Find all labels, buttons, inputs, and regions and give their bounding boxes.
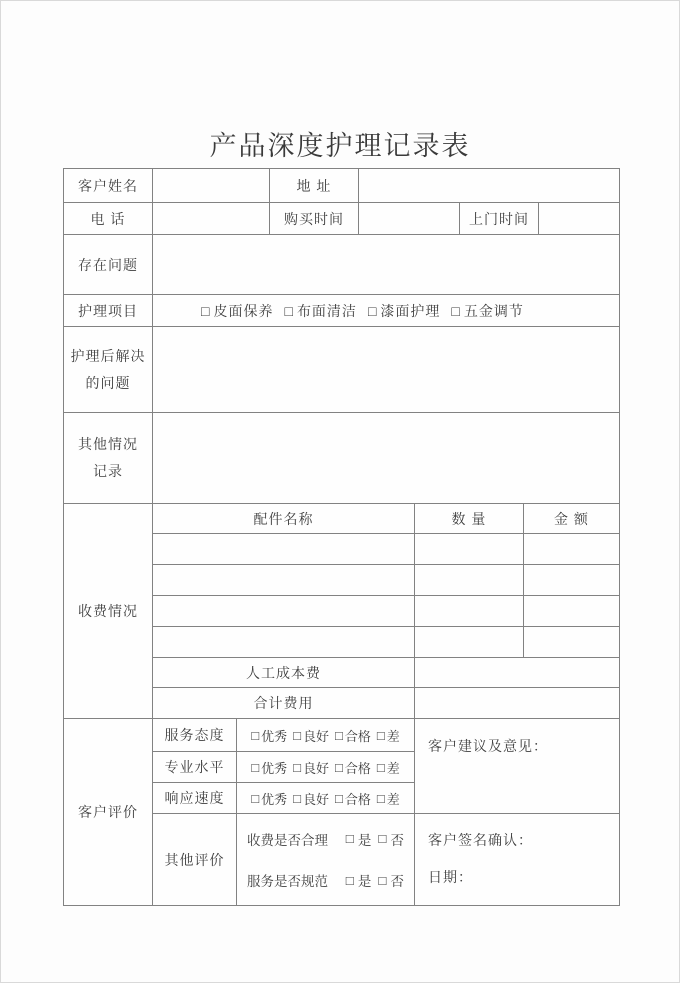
care-option-label: 布面清洁 xyxy=(296,302,357,319)
date-label: 日期： xyxy=(428,869,473,885)
option-label: 差 xyxy=(386,760,400,776)
checkbox-icon: □ xyxy=(451,302,460,319)
other-records-input-cell[interactable] xyxy=(153,413,619,504)
option-label: 良好 xyxy=(302,760,329,776)
solved-problems-label xyxy=(64,327,153,413)
customer-name-input-cell[interactable] xyxy=(153,169,270,203)
service-attitude-options xyxy=(237,719,415,752)
service-yes-no-options xyxy=(339,870,404,890)
form-table xyxy=(63,168,620,906)
purchase-time-label: 购买时间 xyxy=(270,203,359,235)
response-speed-label: 响应速度 xyxy=(153,783,237,814)
labor-cost-value-cell[interactable] xyxy=(415,658,619,688)
option-label: 良好 xyxy=(302,728,329,744)
part-name-header: 配件名称 xyxy=(153,504,415,534)
professional-level-options xyxy=(237,752,415,783)
existing-problems-input-cell[interactable] xyxy=(153,235,619,295)
option-label: 是 xyxy=(357,832,372,848)
option-poor[interactable] xyxy=(377,758,400,777)
option-label: 差 xyxy=(386,728,400,744)
part-amount-cell[interactable] xyxy=(524,565,619,596)
care-option-label: 皮面保养 xyxy=(213,302,274,319)
care-option-hardware[interactable] xyxy=(451,301,523,321)
checkbox-icon: □ xyxy=(251,790,260,806)
checkbox-icon: □ xyxy=(345,872,354,888)
professional-level-label: 专业水平 xyxy=(153,752,237,783)
checkbox-icon: □ xyxy=(367,302,377,319)
customer-name-label: 客户姓名 xyxy=(64,169,153,203)
part-name-cell[interactable] xyxy=(153,534,415,565)
service-attitude-label: 服务态度 xyxy=(153,719,237,752)
option-good[interactable] xyxy=(293,726,329,745)
option-yes[interactable] xyxy=(346,829,372,849)
total-cost-label: 合计费用 xyxy=(153,688,415,719)
checkbox-icon: □ xyxy=(335,727,343,743)
part-name-cell[interactable] xyxy=(153,627,415,658)
checkbox-icon: □ xyxy=(251,759,260,775)
option-label: 否 xyxy=(390,874,404,890)
purchase-time-input-cell[interactable] xyxy=(359,203,460,235)
service-question-row xyxy=(247,870,404,890)
address-label: 地 址 xyxy=(270,169,359,203)
part-qty-cell[interactable] xyxy=(415,596,524,627)
checkbox-icon: □ xyxy=(201,302,210,319)
part-amount-cell[interactable] xyxy=(524,534,619,565)
other-evaluation-cell xyxy=(237,814,415,905)
care-option-label: 五金调节 xyxy=(463,302,524,319)
labor-cost-label: 人工成本费 xyxy=(153,658,415,688)
qty-header: 数 量 xyxy=(415,504,524,534)
part-qty-cell[interactable] xyxy=(415,565,524,596)
signature-cell[interactable] xyxy=(415,814,619,905)
total-cost-value-cell[interactable] xyxy=(415,688,619,719)
address-input-cell[interactable] xyxy=(359,169,619,203)
option-no[interactable] xyxy=(378,829,404,849)
checkbox-icon: □ xyxy=(335,790,343,806)
part-name-cell[interactable] xyxy=(153,596,415,627)
option-label: 否 xyxy=(390,832,404,848)
fee-question-label: 收费是否合理 xyxy=(247,832,328,848)
option-label: 良好 xyxy=(302,791,329,807)
other-evaluation-label: 其他评价 xyxy=(153,814,237,905)
option-yes[interactable] xyxy=(346,870,372,890)
option-excellent[interactable] xyxy=(251,758,287,777)
care-option-leather[interactable] xyxy=(201,301,273,321)
service-question-label: 服务是否规范 xyxy=(247,874,328,890)
suggestions-label: 客户建议及意见： xyxy=(428,738,548,754)
part-name-cell[interactable] xyxy=(153,565,415,596)
part-qty-cell[interactable] xyxy=(415,627,524,658)
checkbox-icon: □ xyxy=(251,727,260,743)
checkbox-icon: □ xyxy=(345,831,354,847)
option-excellent[interactable] xyxy=(251,789,287,808)
checkbox-icon: □ xyxy=(284,302,293,319)
option-good[interactable] xyxy=(293,758,329,777)
fee-question-row xyxy=(247,829,404,849)
care-items-label: 护理项目 xyxy=(64,295,153,327)
signature-label: 客户签名确认： xyxy=(428,832,533,848)
option-label: 差 xyxy=(386,791,400,807)
option-poor[interactable] xyxy=(377,789,400,808)
charges-label: 收费情况 xyxy=(64,504,153,719)
option-label: 优秀 xyxy=(261,760,288,776)
form-title: 产品深度护理记录表 xyxy=(209,131,471,161)
option-poor[interactable] xyxy=(377,726,400,745)
checkbox-icon: □ xyxy=(335,759,343,775)
checkbox-icon: □ xyxy=(378,831,387,847)
part-amount-cell[interactable] xyxy=(524,627,619,658)
other-records-label-line1: 其他情况 xyxy=(78,436,138,452)
option-good[interactable] xyxy=(293,789,329,808)
checkbox-icon: □ xyxy=(378,872,387,888)
other-records-label xyxy=(64,413,153,504)
option-pass[interactable] xyxy=(335,758,371,777)
option-label: 优秀 xyxy=(261,728,288,744)
option-pass[interactable] xyxy=(335,789,371,808)
care-option-paint[interactable] xyxy=(368,301,440,321)
visit-time-input-cell[interactable] xyxy=(539,203,619,235)
part-qty-cell[interactable] xyxy=(415,534,524,565)
suggestions-cell[interactable] xyxy=(415,719,619,814)
solved-problems-label-line2: 的问题 xyxy=(85,374,131,391)
response-speed-options xyxy=(237,783,415,814)
care-option-fabric[interactable] xyxy=(284,301,356,321)
option-label: 合格 xyxy=(344,760,371,776)
checkbox-icon: □ xyxy=(293,759,301,775)
existing-problems-label: 存在问题 xyxy=(64,235,153,295)
evaluation-label: 客户评价 xyxy=(64,719,153,905)
checkbox-icon: □ xyxy=(293,790,301,806)
fee-yes-no-options xyxy=(339,829,404,849)
visit-time-label: 上门时间 xyxy=(460,203,539,235)
checkbox-icon: □ xyxy=(376,727,385,743)
option-label: 合格 xyxy=(344,728,371,744)
checkbox-icon: □ xyxy=(376,759,385,775)
option-label: 是 xyxy=(357,874,372,890)
amount-header: 金 额 xyxy=(524,504,619,534)
option-label: 合格 xyxy=(344,791,371,807)
solved-problems-label-line1: 护理后解决 xyxy=(70,347,146,364)
phone-input-cell[interactable] xyxy=(153,203,270,235)
care-option-label: 漆面护理 xyxy=(380,302,441,319)
checkbox-icon: □ xyxy=(293,727,301,743)
option-pass[interactable] xyxy=(335,726,371,745)
phone-label: 电 话 xyxy=(64,203,153,235)
part-amount-cell[interactable] xyxy=(524,596,619,627)
solved-problems-input-cell[interactable] xyxy=(153,327,619,413)
option-no[interactable] xyxy=(378,870,404,890)
option-excellent[interactable] xyxy=(251,726,287,745)
option-label: 优秀 xyxy=(261,791,288,807)
checkbox-icon: □ xyxy=(376,790,385,806)
other-records-label-line2: 记录 xyxy=(93,463,123,479)
care-items-options xyxy=(153,295,619,327)
